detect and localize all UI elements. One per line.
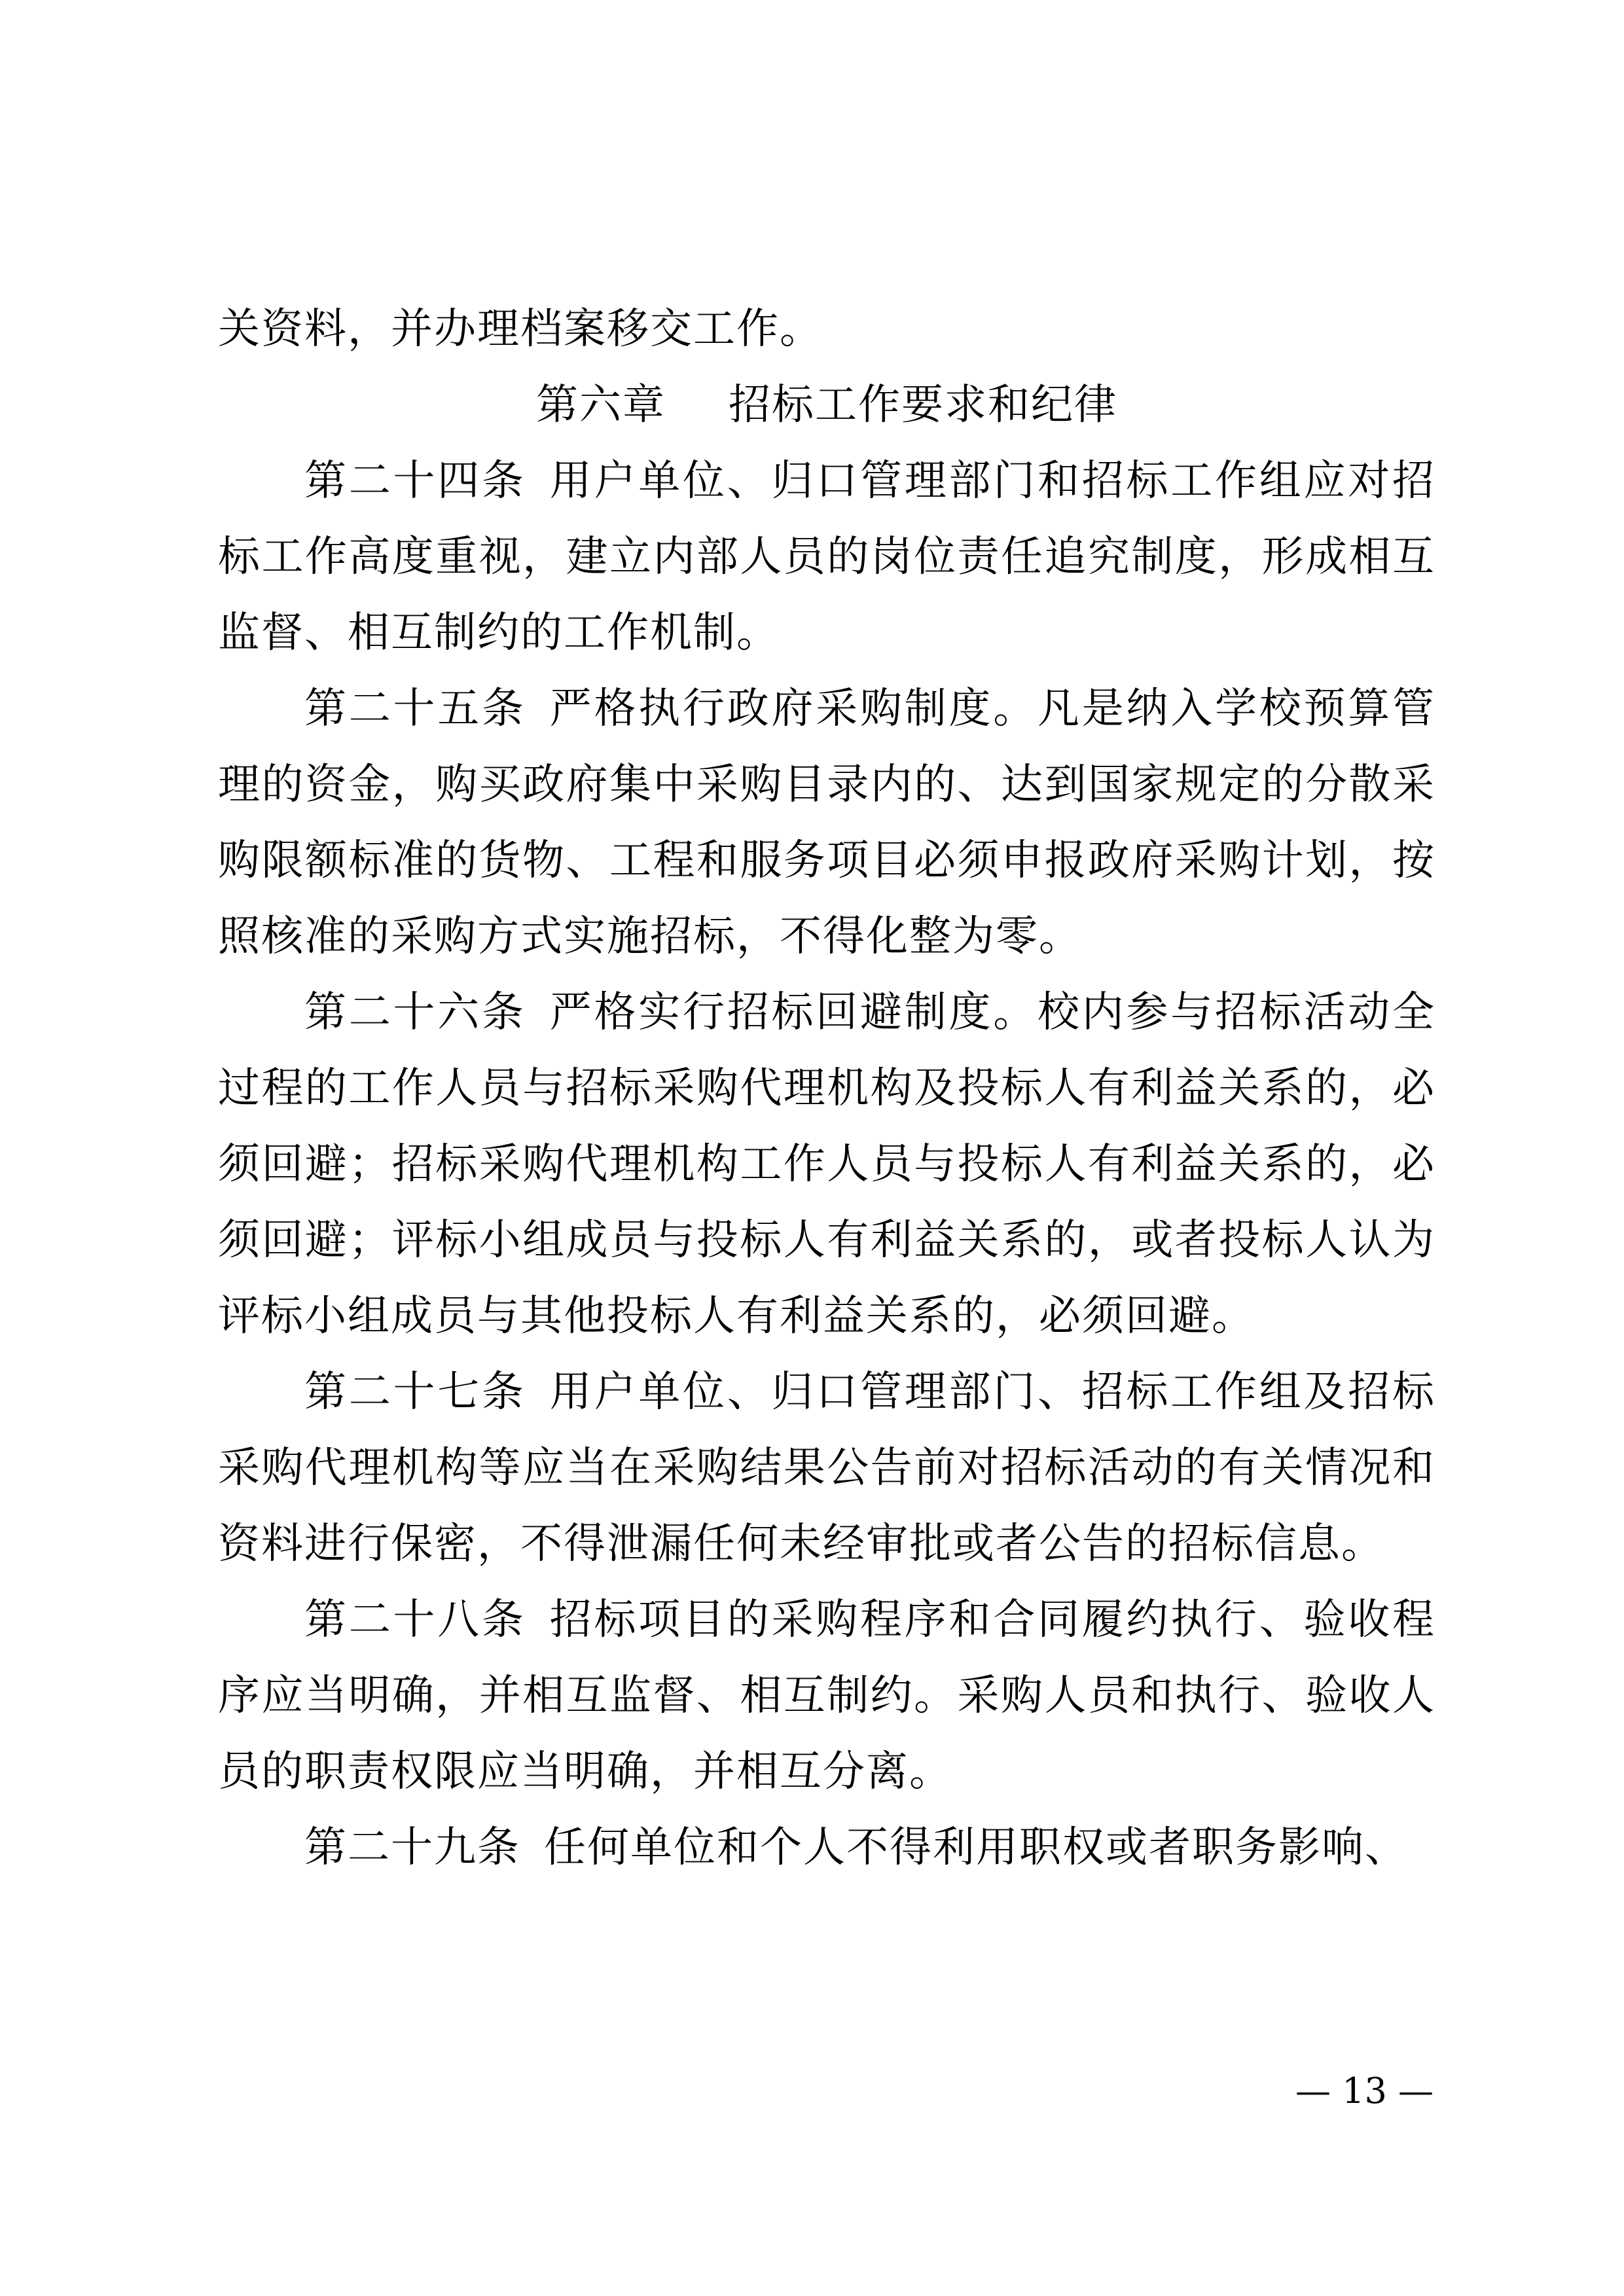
continuation-paragraph: 关资料，并办理档案移交工作。 <box>218 305 823 353</box>
chapter-heading <box>218 367 1435 443</box>
article-27 <box>218 1354 1435 1582</box>
article-number: 第二十五条 <box>304 685 526 733</box>
article-text: 严格执行政府采购制度。凡是纳入学校预算管理的资金，购买政府集中采购目录内的、达到国家规定的分散采购限额标准的货物、工程和服务项目必须申报政府采购计划，按照核准的采购方式实施招标，不得化整为零。 <box>218 685 1435 961</box>
article-number: 第二十八条 <box>304 1596 526 1644</box>
chapter-title: 招标工作要求和纪律 <box>729 381 1117 429</box>
article-text: 任何单位和个人不得利用职权或者职务影响、 <box>544 1823 1408 1872</box>
article-number: 第二十九条 <box>304 1823 520 1872</box>
article-text: 招标项目的采购程序和合同履约执行、验收程序应当明确，并相互监督、相互制约。采购人员和执行、验收人员的职责权限应当明确，并相互分离。 <box>218 1596 1435 1796</box>
article-number: 第二十七条 <box>304 1368 526 1416</box>
article-text: 用户单位、归口管理部门、招标工作组及招标采购代理机构等应当在采购结果公告前对招标活动的有关情况和资料进行保密，不得泄漏任何未经审批或者公告的招标信息。 <box>218 1368 1435 1568</box>
page-number: — 13 — <box>1295 2070 1434 2111</box>
article-24 <box>218 443 1435 671</box>
article-29 <box>218 1810 1435 1886</box>
chapter-number: 第六章 <box>536 381 666 429</box>
article-28 <box>218 1582 1435 1810</box>
article-number: 第二十六条 <box>304 988 526 1037</box>
article-25 <box>218 671 1435 975</box>
article-text: 严格实行招标回避制度。校内参与招标活动全过程的工作人员与招标采购代理机构及投标人有利益关系的，必须回避；招标采购代理机构工作人员与投标人有利益关系的，必须回避；评标小组成员与投标人有利益关系的，或者投标人认为评标小组成员与其他投标人有利益关系的，必须回避。 <box>218 988 1435 1340</box>
body-text <box>218 291 1435 1886</box>
article-number: 第二十四条 <box>304 457 526 505</box>
article-26 <box>218 975 1435 1354</box>
article-text: 用户单位、归口管理部门和招标工作组应对招标工作高度重视，建立内部人员的岗位责任追究制度，形成相互监督、相互制约的工作机制。 <box>218 457 1435 657</box>
